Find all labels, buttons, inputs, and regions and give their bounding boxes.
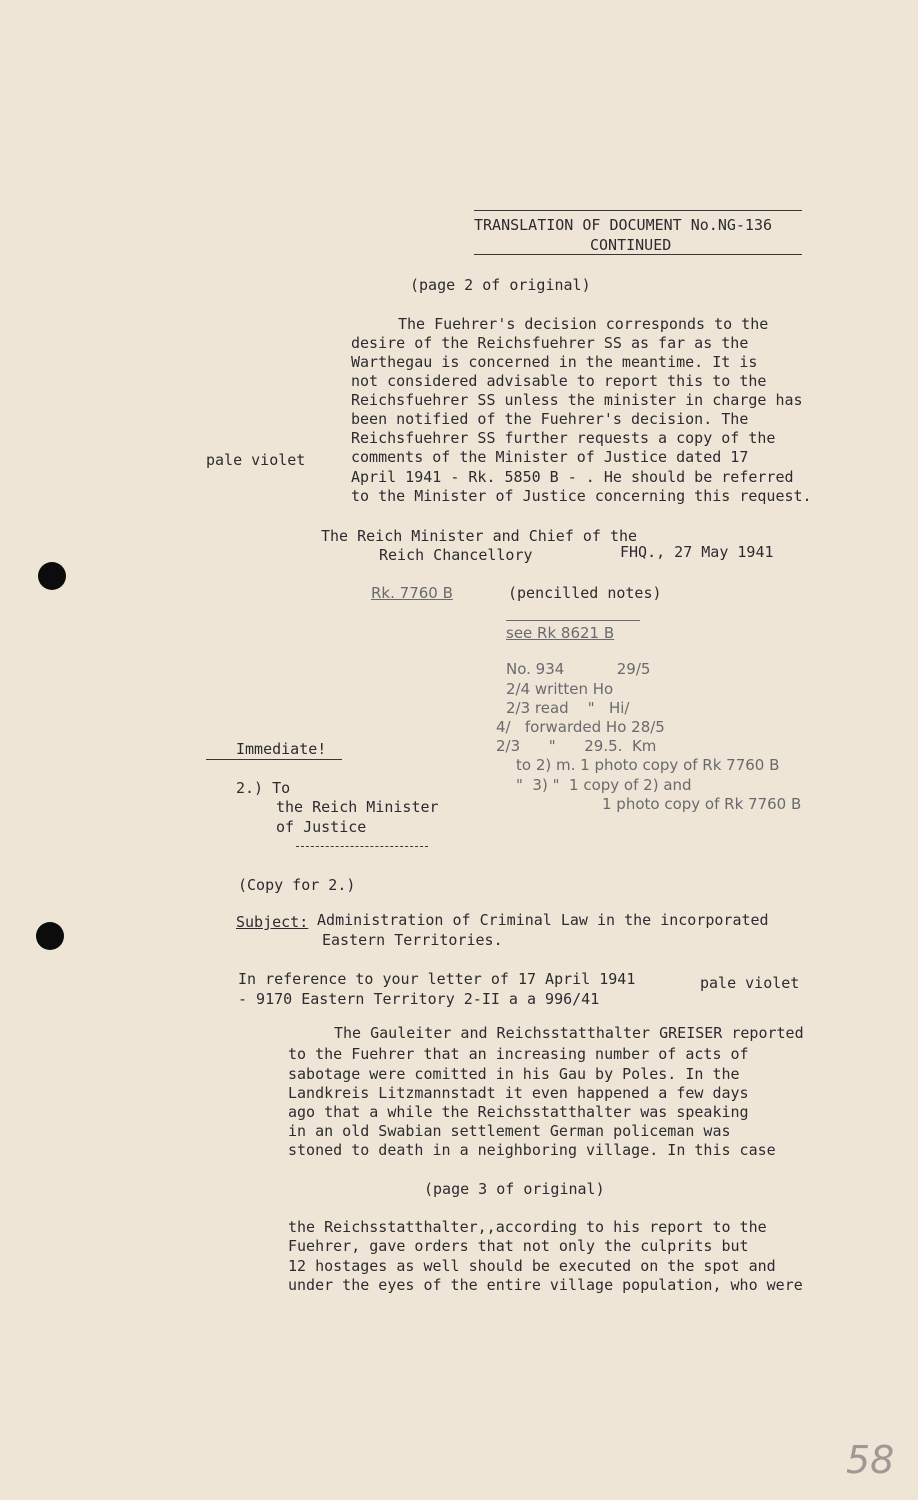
page-marker: (page 2 of original) [410, 276, 591, 294]
para1-line: Reichsfuehrer SS further requests a copy of the [351, 429, 776, 447]
reference-line-2: - 9170 Eastern Territory 2-II a a 996/41 [238, 990, 600, 1008]
para3-line: under the eyes of the entire village population, who were [288, 1276, 803, 1294]
para3-line: the Reichsstatthalter,,according to his report to the [288, 1218, 767, 1236]
pencil-note: 1 photo copy of Rk 7760 B [602, 795, 802, 813]
signature-place-date: FHQ., 27 May 1941 [620, 543, 774, 561]
addressee-line-3: of Justice [276, 818, 367, 836]
subject-line-2: Eastern Territories. [322, 931, 503, 949]
pencil-note: 2/4 written Ho [506, 680, 614, 698]
pencil-note: " 3) " 1 copy of 2) and [516, 776, 692, 794]
para1-line: comments of the Minister of Justice dated 17 [351, 448, 749, 466]
pencil-note: to 2) m. 1 photo copy of Rk 7760 B [516, 756, 780, 774]
para2-line: to the Fuehrer that an increasing number of acts of [288, 1045, 749, 1063]
para3-line: 12 hostages as well should be executed on the spot and [288, 1257, 776, 1275]
para2-line: Landkreis Litzmannstadt it even happened a few days [288, 1084, 749, 1102]
para1-line: been notified of the Fuehrer's decision. The [351, 410, 749, 428]
para1-line: Warthegau is concerned in the meantime. It is [351, 353, 758, 371]
signature-line-2: Reich Chancellory [379, 546, 533, 564]
para2-line: The Gauleiter and Reichsstatthalter GREISER reported [334, 1024, 804, 1042]
margin-note-pale-violet: pale violet [700, 974, 800, 992]
subject-label: Subject: [236, 913, 309, 931]
header-title: TRANSLATION OF DOCUMENT No.NG-136 [474, 216, 773, 234]
page-number: 58 [846, 1438, 895, 1482]
para1-line: Reichsfuehrer SS unless the minister in charge has [351, 391, 803, 409]
para1-line: not considered advisable to report this to the [351, 372, 767, 390]
para2-line: ago that a while the Reichsstatthalter was speaking [288, 1103, 749, 1121]
addressee-dashes [296, 846, 428, 847]
para2-line: in an old Swabian settlement German policeman was [288, 1122, 731, 1140]
addressee-line-2: the Reich Minister [276, 798, 439, 816]
pencil-note: No. 934 29/5 [506, 660, 651, 678]
copy-for: (Copy for 2.) [238, 876, 356, 894]
para1-line: desire of the Reichsfuehrer SS as far as the [351, 334, 749, 352]
page-marker: (page 3 of original) [424, 1180, 605, 1198]
file-reference: Rk. 7760 B [371, 584, 453, 602]
punch-hole [38, 562, 66, 590]
para1-line: April 1941 - Rk. 5850 B - . He should be referred [351, 468, 794, 486]
margin-note-pale-violet: pale violet [206, 451, 306, 469]
para2-line: stoned to death in a neighboring village. In this case [288, 1141, 776, 1159]
header-rule-bottom [474, 254, 802, 255]
pencil-note: 4/ forwarded Ho 28/5 [496, 718, 665, 736]
para3-line: Fuehrer, gave orders that not only the culprits but [288, 1237, 749, 1255]
pencil-rule [506, 620, 640, 621]
para2-line: sabotage were comitted in his Gau by Poles. In the [288, 1065, 740, 1083]
addressee-line-1: 2.) To [236, 779, 291, 797]
pencil-note: see Rk 8621 B [506, 624, 615, 642]
immediate-underline [206, 759, 342, 760]
header-rule-top [474, 210, 802, 211]
subject-line-1: Administration of Criminal Law in the incorporated [308, 911, 769, 929]
para1-line: to the Minister of Justice concerning this request. [351, 487, 812, 505]
reference-line-1: In reference to your letter of 17 April 1941 [238, 970, 636, 988]
header-continued: CONTINUED [590, 236, 672, 254]
pencilled-notes-label: (pencilled notes) [508, 584, 662, 602]
punch-hole [36, 922, 64, 950]
immediate-label: Immediate! [236, 740, 327, 758]
para1-line: The Fuehrer's decision corresponds to the [398, 315, 769, 333]
pencil-note: 2/3 " 29.5. Km [496, 737, 657, 755]
signature-line-1: The Reich Minister and Chief of the [321, 527, 638, 545]
pencil-note: 2/3 read " Hi/ [506, 699, 630, 717]
